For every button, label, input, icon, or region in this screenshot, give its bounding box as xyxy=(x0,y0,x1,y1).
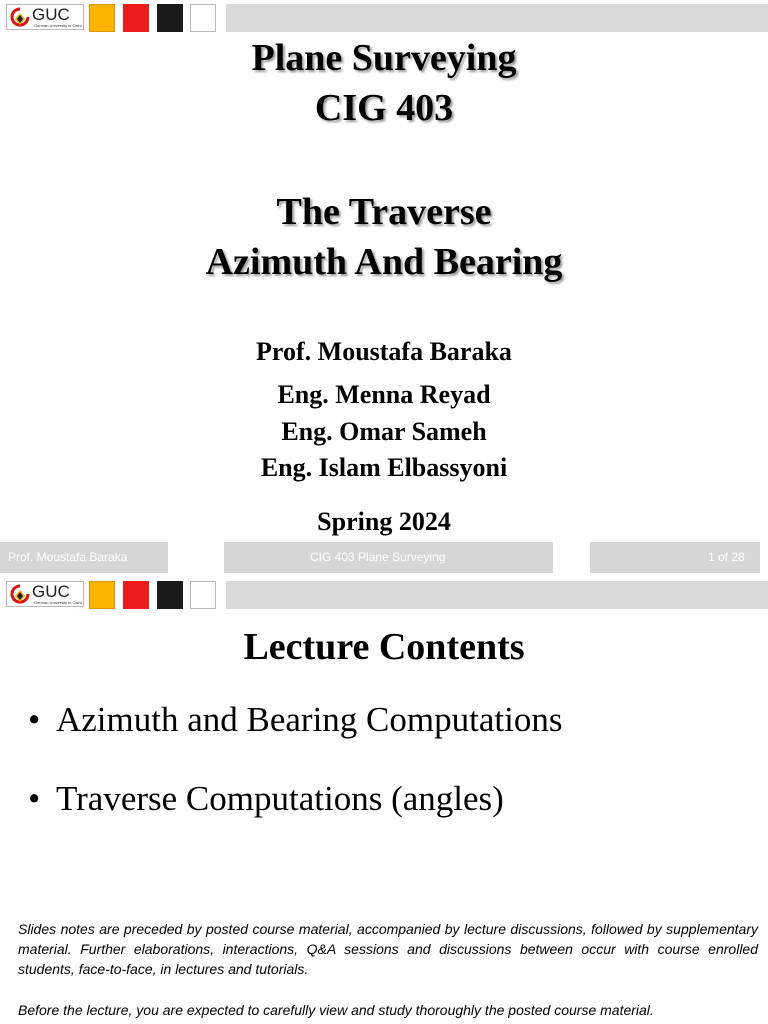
white-square xyxy=(190,581,216,609)
course-note-paragraph: Slides notes are preceded by posted course material, accompanied by lecture discussions, followed by supplementary material. Further elaborations, interactions, Q&A sessions and discussions between occur with course enrolled students, face-to-face, in lectures and tutorials. xyxy=(18,921,758,977)
logo-subtext: German University in Cairo xyxy=(34,23,83,28)
footer-page-number: 1 of 28 xyxy=(708,550,745,564)
yellow-square xyxy=(89,581,115,609)
black-square xyxy=(157,4,183,32)
yellow-square xyxy=(89,4,115,32)
guc-logo xyxy=(6,4,84,30)
guc-logo-icon xyxy=(9,6,31,28)
slide1-footer xyxy=(0,542,768,575)
course-code: CIG 403 xyxy=(314,87,454,129)
red-square xyxy=(123,4,149,32)
guc-logo-icon xyxy=(9,583,31,605)
logo-subtext: German University in Cairo xyxy=(34,600,83,605)
author-prof: Prof. Moustafa Baraka xyxy=(256,337,512,366)
white-square xyxy=(190,4,216,32)
slide1-header xyxy=(0,0,768,32)
red-square xyxy=(123,581,149,609)
guc-logo xyxy=(6,581,84,607)
term: Spring 2024 xyxy=(317,507,451,536)
logo-text: GUC xyxy=(32,582,70,601)
header-strip xyxy=(226,581,768,609)
bullet-symbol: • xyxy=(28,779,41,818)
course-title: Plane Surveying xyxy=(251,37,517,79)
bullet-item-1 xyxy=(28,700,562,740)
header-strip xyxy=(226,4,768,32)
course-note-reminder: Before the lecture, you are expected to carefully view and study thoroughly the posted course material. xyxy=(18,1002,654,1018)
bullet-text: Azimuth and Bearing Computations xyxy=(56,700,563,739)
footer-author: Prof. Moustafa Baraka xyxy=(8,550,128,564)
slide2-header xyxy=(0,577,768,609)
author-eng-1: Eng. Menna Reyad xyxy=(277,380,491,409)
lecture-subtitle: Azimuth And Bearing xyxy=(205,241,563,283)
lecture-contents-title: Lecture Contents xyxy=(243,626,525,668)
bullet-symbol: • xyxy=(28,700,41,739)
footer-course: CIG 403 Plane Surveying xyxy=(310,550,446,564)
author-eng-2: Eng. Omar Sameh xyxy=(281,417,487,446)
author-eng-3: Eng. Islam Elbassyoni xyxy=(260,453,508,482)
lecture-title: The Traverse xyxy=(276,191,492,233)
bullet-text: Traverse Computations (angles) xyxy=(56,779,504,818)
bullet-item-2 xyxy=(28,779,504,819)
black-square xyxy=(157,581,183,609)
logo-text: GUC xyxy=(32,5,70,24)
